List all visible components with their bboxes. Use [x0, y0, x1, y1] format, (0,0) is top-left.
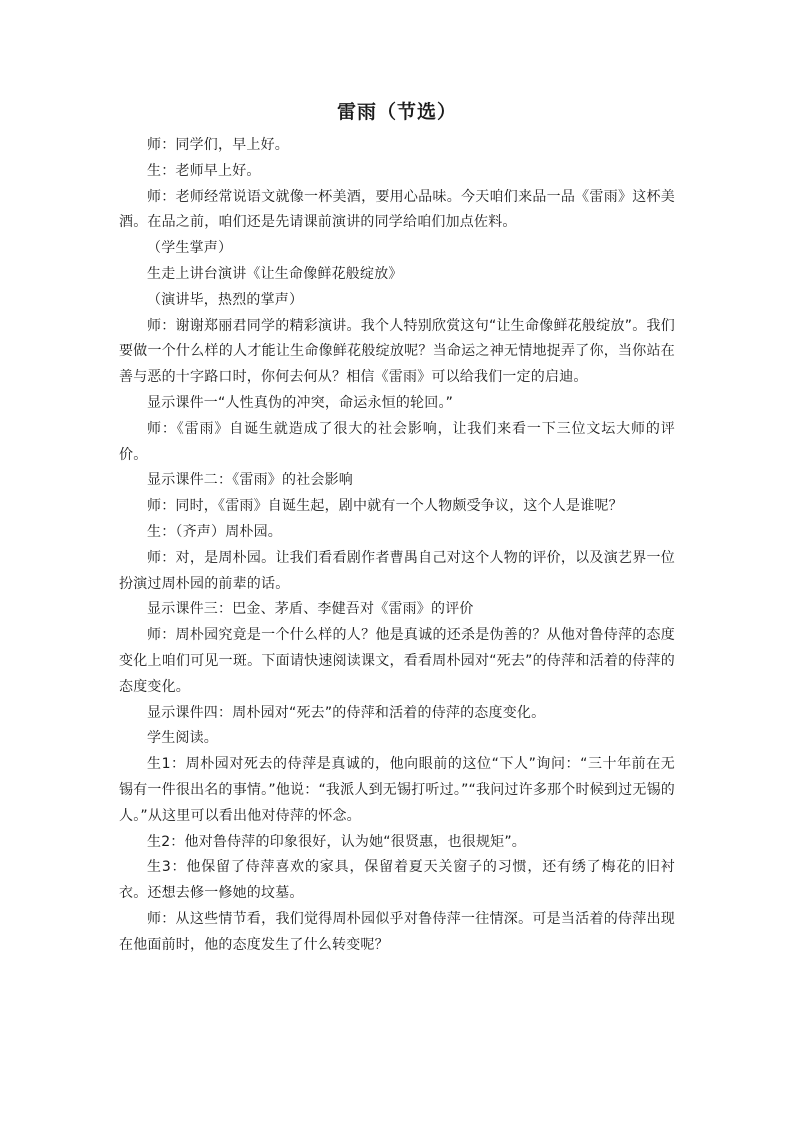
paragraph: 显示课件一“人性真伪的冲突，命运永恒的轮回。”: [147, 394, 454, 411]
paragraph: 师：对，是周朴园。让我们看看剧作者曹禺自己对这个人物的评价，以及演艺界一位扮演过周朴园的前辈的话。: [119, 549, 675, 592]
paragraph: 生：老师早上好。: [147, 162, 261, 179]
paragraph: 师：谢谢郑丽君同学的精彩演讲。我个人特别欣赏这句“让生命像鲜花般绽放”。我们要做一个什么样的人才能让生命像鲜花般绽放呢？当命运之神无情地捉弄了你，当你站在善与恶的十字路口时，你何去何从？相信《雷雨》可以给我们一定的启迪。: [119, 317, 675, 386]
paragraph: 师：《雷雨》自诞生就造成了很大的社会影响，让我们来看一下三位文坛大师的评价。: [119, 420, 675, 463]
paragraph: 显示课件三：巴金、茅盾、李健吾对《雷雨》的评价: [147, 601, 474, 618]
paragraph: 生2：他对鲁侍萍的印象很好，认为她“很贤惠，也很规矩”。: [147, 833, 527, 850]
paragraph: 显示课件二：《雷雨》的社会影响: [147, 472, 353, 489]
paragraph: 师：同时，《雷雨》自诞生起，剧中就有一个人物颇受争议，这个人是谁呢？: [147, 498, 623, 515]
paragraph: 师：同学们，早上好。: [147, 137, 289, 153]
page-title: 雷雨（节选）: [336, 101, 457, 123]
paragraph: 生走上讲台演讲《让生命像鲜花般绽放》: [147, 265, 403, 282]
paragraph: 显示课件四：周朴园对“死去”的侍萍和活着的侍萍的态度变化。: [147, 704, 546, 721]
paragraph: （学生掌声）: [147, 240, 233, 257]
document-body: [119, 133, 675, 959]
paragraph: 师：老师经常说语文就像一杯美酒，要用心品味。今天咱们来品一品《雷雨》这杯美酒。在品之前，咱们还是先请课前演讲的同学给咱们加点佐料。: [119, 188, 675, 231]
paragraph: 生3：他保留了侍萍喜欢的家具，保留着夏天关窗子的习惯，还有绣了梅花的旧衬衣。还想去修一修她的坟墓。: [119, 859, 675, 902]
paragraph: 生1：周朴园对死去的侍萍是真诚的，他向眼前的这位“下人”询问：“三十年前在无锡有一件很出名的事情。”他说：“我派人到无锡打听过。”“我问过许多那个时候到过无锡的人。”从这里可以看出他对侍萍的怀念。: [119, 756, 675, 824]
paragraph: 师：从这些情节看，我们觉得周朴园似乎对鲁侍萍一往情深。可是当活着的侍萍出现在他面前时，他的态度发生了什么转变呢？: [119, 910, 675, 953]
paragraph: （演讲毕，热烈的掌声）: [147, 291, 304, 308]
paragraph: 师：周朴园究竟是一个什么样的人？他是真诚的还杀是伪善的？从他对鲁侍萍的态度变化上咱们可见一斑。下面请快速阅读课文，看看周朴园对“死去”的侍萍和活着的侍萍的态度变化。: [119, 627, 675, 695]
paragraph: 学生阅读。: [147, 730, 218, 747]
paragraph: 生：（齐声）周朴园。: [147, 523, 282, 540]
